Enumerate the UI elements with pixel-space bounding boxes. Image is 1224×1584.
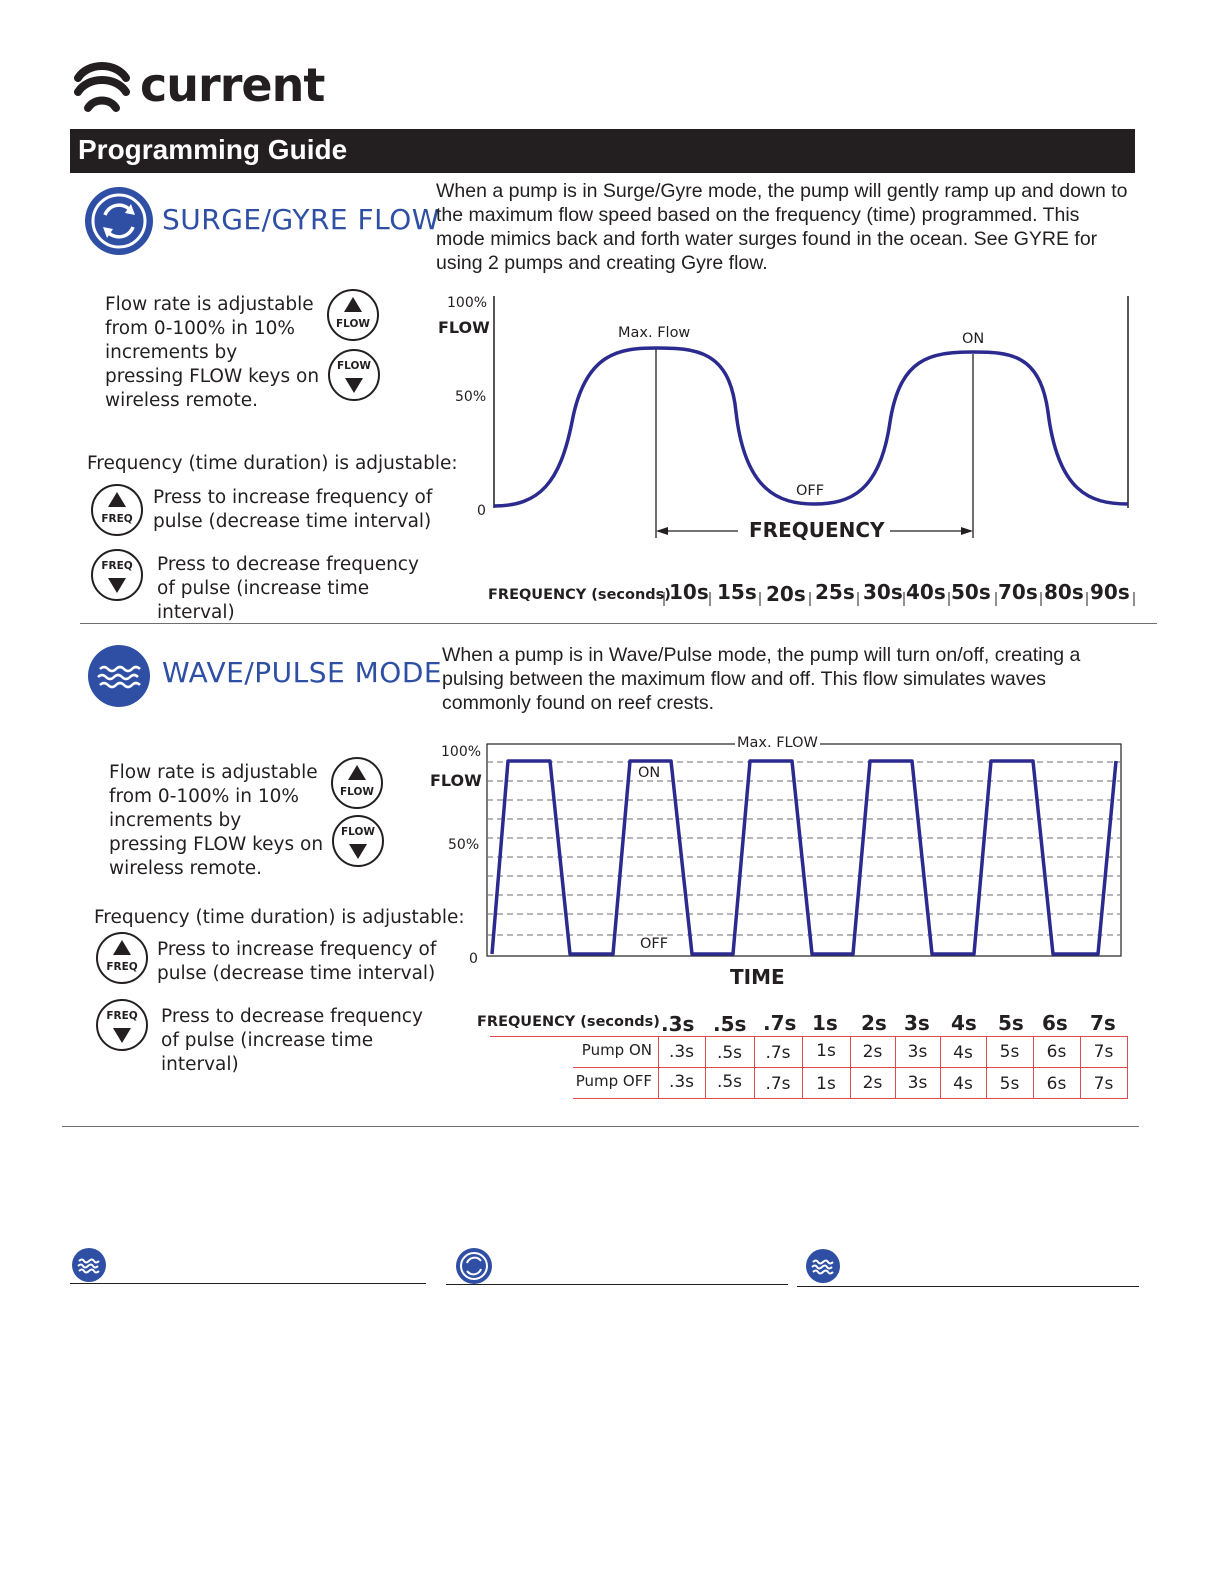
wave-max-label: Max. FLOW	[737, 735, 818, 751]
arrow-down-icon	[108, 578, 126, 593]
table-header-cell: 5s	[998, 1011, 1024, 1035]
wave-flow-text: Flow rate is adjustable from 0-100% in 10% increments by pressing FLOW keys on wireless remote.	[109, 762, 324, 879]
wave-y-mid: 50%	[448, 837, 480, 853]
table-cell: 1s	[816, 1041, 836, 1061]
surge-off-label: OFF	[796, 483, 825, 499]
wave-freq-down-key	[96, 999, 148, 1051]
footer-line	[70, 1283, 426, 1284]
surge-description: When a pump is in Surge/Gyre mode, the pump will gently ramp up and down to the maximum flow speed based on the frequency (time) programmed. This mode mimics back and forth water surges found in the ocean. See GYRE for using 2 pumps and creating Gyre flow.	[436, 180, 1128, 274]
table-cell: .7s	[765, 1043, 791, 1063]
surge-mode-icon	[85, 187, 153, 255]
arrow-up-icon	[348, 765, 366, 780]
table-cell: .3s	[668, 1072, 695, 1092]
key-label: FLOW	[341, 826, 375, 838]
current-logo-icon	[72, 56, 132, 116]
table-cell: 5s	[999, 1042, 1020, 1062]
page-title: Programming Guide	[78, 134, 348, 165]
freq-value: 90s	[1090, 580, 1130, 604]
surge-freq-row	[662, 578, 1142, 606]
surge-on-label: ON	[962, 331, 985, 347]
table-cell: 6s	[1046, 1042, 1067, 1062]
wave-description: When a pump is in Wave/Pulse mode, the pump will turn on/off, creating a pulsing between the maximum flow and off. This flow simulates waves commonly found on reef crests.	[442, 644, 1081, 714]
footer-waves-icon	[806, 1249, 840, 1283]
table-header-cell: 2s	[861, 1011, 887, 1035]
key-label: FLOW	[337, 360, 371, 372]
surge-flow-up-key	[327, 289, 379, 341]
freq-value: 15s	[717, 580, 757, 604]
footer-waves-icon	[72, 1248, 106, 1282]
circular-arrows-icon	[85, 187, 153, 255]
wave-on-label: ON	[638, 765, 661, 781]
wave-chart	[480, 740, 1130, 960]
wave-freq-heading: Frequency (time duration) is adjustable:	[94, 907, 465, 928]
wave-table-label: FREQUENCY (seconds)	[477, 1014, 660, 1030]
table-cell: 3s	[907, 1042, 928, 1062]
surge-flow-down-key	[328, 349, 380, 401]
table-cell: .7s	[765, 1074, 791, 1094]
footer-line	[797, 1286, 1139, 1287]
key-label: FLOW	[340, 786, 374, 798]
wave-table	[490, 1008, 1130, 1103]
table-cell: 7s	[1093, 1074, 1114, 1094]
table-cell: 2s	[862, 1073, 883, 1093]
key-label: FLOW	[336, 318, 370, 330]
wave-flow-up-key	[331, 757, 383, 809]
arrow-up-icon	[113, 940, 131, 955]
arrow-down-icon	[349, 844, 367, 859]
waves-icon	[72, 1248, 106, 1282]
arrow-up-icon	[344, 297, 362, 312]
surge-max-label: Max. Flow	[618, 325, 691, 341]
table-cell: 4s	[953, 1043, 973, 1063]
waves-icon	[88, 645, 150, 707]
surge-freq-up-key	[91, 484, 143, 536]
table-header-cell: .7s	[763, 1011, 797, 1035]
table-cell: 3s	[907, 1073, 928, 1093]
table-row-label: Pump ON	[581, 1041, 652, 1059]
key-label: FREQ	[101, 513, 133, 525]
table-cell: 1s	[816, 1074, 836, 1094]
freq-value: 10s	[669, 580, 709, 604]
surge-freq-heading: Frequency (time duration) is adjustable:	[87, 453, 458, 474]
circular-arrows-icon	[456, 1248, 492, 1284]
surge-title: SURGE/GYRE FLOW	[162, 203, 440, 236]
surge-increase-text: Press to increase frequency of pulse (decrease time interval)	[153, 487, 433, 532]
arrow-down-icon	[345, 378, 363, 393]
section-divider	[80, 623, 1157, 624]
key-label: FREQ	[106, 1010, 138, 1022]
arrow-up-icon	[108, 492, 126, 507]
wave-mode-icon	[88, 645, 150, 707]
table-header-cell: 4s	[951, 1011, 977, 1035]
table-cell: 7s	[1093, 1042, 1114, 1062]
table-cell: 5s	[999, 1074, 1020, 1094]
footer-line	[446, 1284, 788, 1285]
freq-value: 30s	[863, 580, 903, 604]
freq-value: 25s	[815, 580, 855, 604]
wave-y-zero: 0	[469, 951, 478, 967]
table-header-cell: .5s	[713, 1012, 747, 1036]
table-header-cell: 3s	[904, 1011, 930, 1035]
surge-y-zero: 0	[477, 503, 486, 519]
table-header-cell: 6s	[1042, 1011, 1068, 1035]
table-cell: 6s	[1046, 1074, 1067, 1094]
surge-y-label: FLOW	[438, 318, 490, 337]
wave-freq-up-key	[96, 932, 148, 984]
section-divider	[62, 1126, 1139, 1127]
surge-span-label: FREQUENCY	[749, 518, 885, 542]
freq-value: 40s	[906, 580, 946, 604]
table-row-label: Pump OFF	[575, 1072, 652, 1090]
brand-name: current	[140, 58, 325, 112]
table-header-cell: 1s	[812, 1011, 838, 1035]
table-cell: .5s	[716, 1043, 743, 1063]
wave-y-top: 100%	[441, 744, 482, 760]
waves-icon	[806, 1249, 840, 1283]
footer-circular-arrows-icon	[456, 1248, 492, 1284]
brand-logo	[72, 56, 325, 120]
table-cell: 2s	[862, 1042, 883, 1062]
surge-y-top: 100%	[447, 295, 488, 311]
wave-flow-down-key	[332, 815, 384, 867]
surge-chart	[480, 292, 1140, 542]
freq-value: 50s	[951, 580, 991, 604]
freq-value: 20s	[766, 582, 806, 606]
surge-freq-down-key	[91, 549, 143, 601]
table-cell: .3s	[668, 1042, 695, 1062]
wave-off-label: OFF	[640, 936, 669, 952]
surge-y-mid: 50%	[455, 389, 487, 405]
table-cell: .5s	[716, 1072, 743, 1092]
wave-decrease-text: Press to decrease frequency of pulse (increase time interval)	[161, 1006, 423, 1075]
surge-decrease-text: Press to decrease frequency of pulse (increase time interval)	[157, 554, 419, 623]
key-label: FREQ	[101, 560, 133, 572]
arrow-down-icon	[113, 1028, 131, 1043]
wave-x-label: TIME	[730, 965, 785, 989]
wave-title: WAVE/PULSE MODE	[162, 656, 443, 689]
table-cell: 4s	[953, 1074, 973, 1094]
table-header-cell: .3s	[661, 1012, 695, 1036]
wave-increase-text: Press to increase frequency of pulse (decrease time interval)	[157, 939, 437, 984]
wave-y-label: FLOW	[430, 771, 482, 790]
table-header-cell: 7s	[1090, 1011, 1116, 1035]
key-label: FREQ	[106, 961, 138, 973]
freq-value: 70s	[998, 580, 1038, 604]
freq-value: 80s	[1044, 580, 1084, 604]
surge-flow-text: Flow rate is adjustable from 0-100% in 10% increments by pressing FLOW keys on wireless remote.	[105, 294, 320, 411]
surge-freq-row-label: FREQUENCY (seconds)	[488, 587, 671, 603]
